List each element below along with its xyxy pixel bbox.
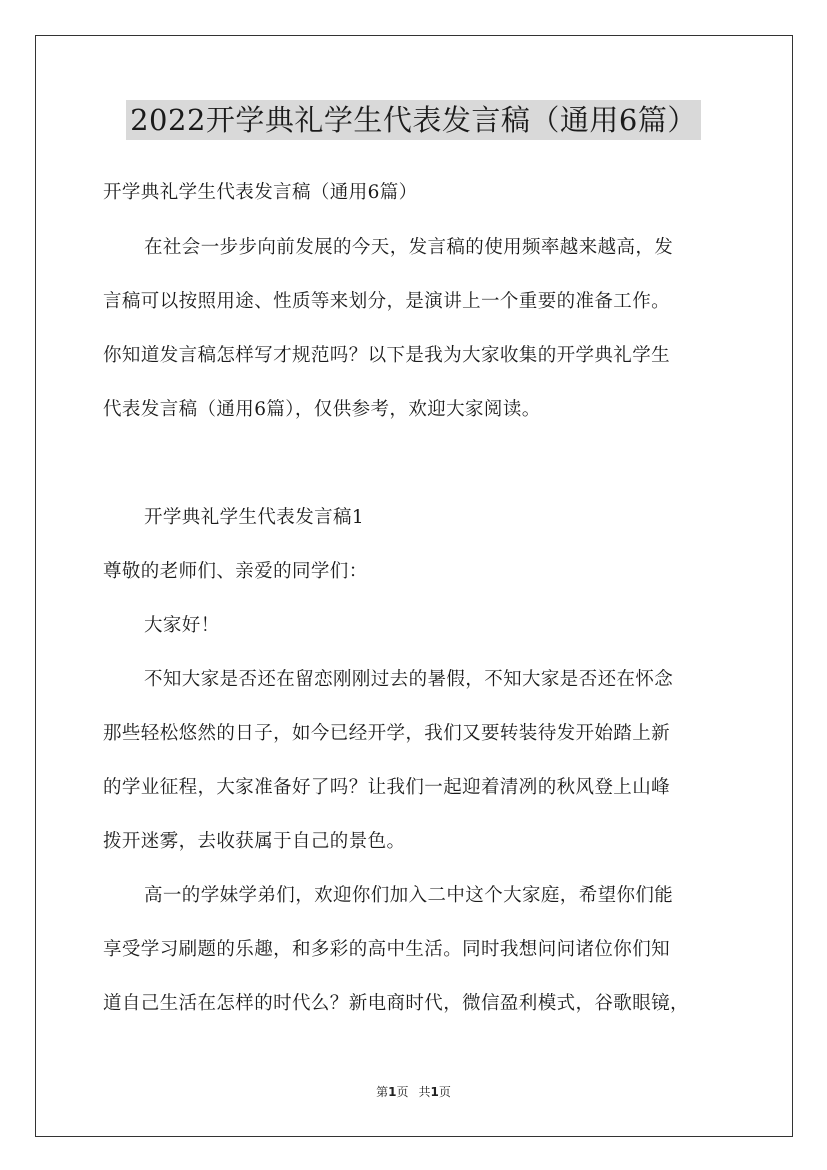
page-current: 1: [388, 1085, 397, 1099]
para1-line-2: 那些轻松悠然的日子，如今已经开学，我们又要转装待发开始踏上新: [103, 723, 671, 744]
para1-line-1: 不知大家是否还在留恋刚刚过去的暑假，不知大家是否还在怀念: [144, 669, 674, 690]
page-prefix: 第: [376, 1085, 389, 1099]
salutation: 尊敬的老师们、亲爱的同学们：: [103, 561, 368, 582]
para2-line-3: 道自己生活在怎样的时代么？新电商时代，微信盈利模式，谷歌眼镜，: [103, 993, 689, 1014]
document-title: 2022开学典礼学生代表发言稿（通用6篇）: [126, 100, 701, 140]
intro-line-1: 在社会一步步向前发展的今天，发言稿的使用频率越来越高，发: [144, 237, 674, 258]
intro-line-2: 言稿可以按照用途、性质等来划分，是演讲上一个重要的准备工作。: [103, 291, 671, 312]
page-suffix: 页: [396, 1085, 409, 1099]
document-subtitle: 开学典礼学生代表发言稿（通用6篇）: [103, 182, 418, 203]
total-prefix: 共: [418, 1085, 431, 1099]
para2-line-1: 高一的学妹学弟们，欢迎你们加入二中这个大家庭，希望你们能: [144, 885, 674, 906]
section-title: 开学典礼学生代表发言稿1: [144, 507, 365, 528]
greeting: 大家好！: [144, 615, 220, 636]
intro-line-4: 代表发言稿（通用6篇），仅供参考，欢迎大家阅读。: [103, 399, 541, 420]
title-container: [0, 100, 827, 140]
intro-line-3: 你知道发言稿怎样写才规范吗？以下是我为大家收集的开学典礼学生: [103, 345, 671, 366]
para1-line-3: 的学业征程，大家准备好了吗？让我们一起迎着清冽的秋风登上山峰: [103, 777, 671, 798]
page-total: 1: [430, 1085, 439, 1099]
para2-line-2: 享受学习刷题的乐趣，和多彩的高中生活。同时我想问问诸位你们知: [103, 939, 671, 960]
para1-line-4: 拨开迷雾，去收获属于自己的景色。: [103, 831, 406, 852]
total-suffix: 页: [438, 1085, 451, 1099]
page-footer: [0, 1084, 827, 1100]
